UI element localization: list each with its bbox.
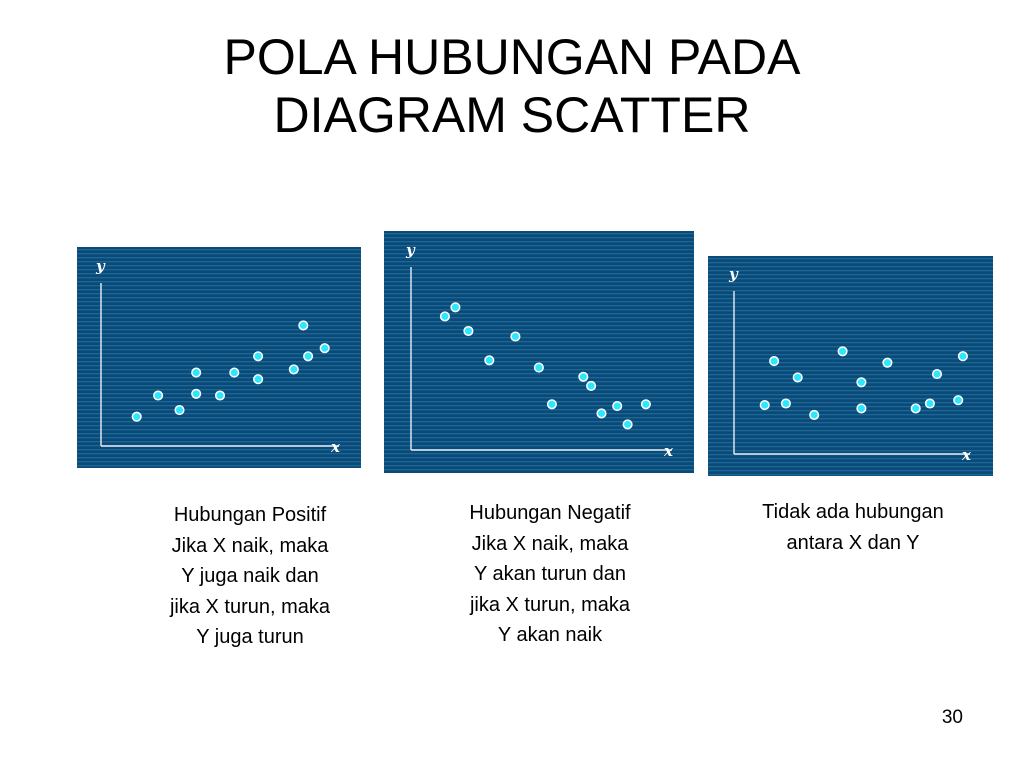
scatter-point <box>441 312 450 321</box>
scatter-plot-svg <box>384 231 694 473</box>
scatter-point <box>132 412 141 421</box>
caption-line: Y akan turun dan <box>474 563 626 585</box>
slide-title <box>0 28 1024 144</box>
caption-positive <box>130 500 370 653</box>
caption-line: Y juga naik dan <box>181 565 319 587</box>
caption-line: Y akan naik <box>497 624 603 646</box>
scatter-point <box>175 406 184 415</box>
caption-line: Tidak ada hubungan <box>762 501 944 523</box>
caption-no-relation <box>718 497 988 558</box>
title-line-2: DIAGRAM SCATTER <box>273 87 751 143</box>
scatter-point <box>883 358 892 367</box>
caption-line: jika X turun, maka <box>469 593 631 616</box>
caption-line: Hubungan Positif <box>173 504 327 526</box>
scatter-point <box>926 399 935 408</box>
scatter-point <box>230 368 239 377</box>
scatter-point <box>579 373 588 382</box>
scatter-point <box>290 365 299 374</box>
scatter-point <box>933 370 942 379</box>
scatter-point <box>216 391 225 400</box>
scatter-plot-svg <box>77 247 361 468</box>
scatter-point <box>911 404 920 413</box>
scatter-point <box>587 382 596 391</box>
scatter-point <box>838 347 847 356</box>
scatter-point <box>954 396 963 405</box>
x-axis-label: x <box>331 438 340 456</box>
scatter-point <box>548 400 557 409</box>
page-number: 30 <box>941 707 963 728</box>
caption-line: Jika X naik, maka <box>171 534 329 557</box>
caption-negative <box>430 498 670 651</box>
scatter-point <box>535 363 544 372</box>
scatter-point <box>192 368 201 377</box>
scatter-point <box>810 411 819 420</box>
scatter-point <box>192 390 201 399</box>
scatter-point <box>299 321 308 330</box>
scatter-plot-svg <box>708 256 993 476</box>
scatter-point <box>760 401 769 410</box>
y-axis-label: y <box>406 241 415 259</box>
scatter-point <box>464 327 473 336</box>
title-line-1: POLA HUBUNGAN PADA <box>223 29 801 85</box>
scatter-point <box>959 352 968 361</box>
y-axis-label: y <box>96 257 105 275</box>
scatter-point <box>782 399 791 408</box>
scatter-negative-panel <box>384 231 694 473</box>
scatter-point <box>154 391 163 400</box>
scatter-point <box>793 373 802 382</box>
scatter-point <box>597 409 606 418</box>
scatter-point <box>485 356 494 365</box>
caption-line: jika X turun, maka <box>169 595 331 618</box>
scatter-point <box>511 332 520 341</box>
scatter-point <box>770 357 779 366</box>
scatter-point <box>254 375 263 384</box>
caption-line: Y juga turun <box>196 626 304 648</box>
y-axis-label: y <box>729 265 738 283</box>
scatter-positive-panel <box>77 247 361 468</box>
caption-line: antara X dan Y <box>786 531 920 554</box>
x-axis-label: x <box>664 442 673 460</box>
scatter-point <box>304 352 313 361</box>
caption-line: Jika X naik, maka <box>471 532 629 555</box>
caption-line: Hubungan Negatif <box>469 502 631 524</box>
scatter-point <box>451 303 460 312</box>
scatter-point <box>857 404 866 413</box>
scatter-point <box>623 420 632 429</box>
scatter-point <box>642 400 651 409</box>
scatter-none-panel <box>708 256 993 476</box>
scatter-point <box>254 352 263 361</box>
scatter-point <box>613 402 622 411</box>
x-axis-label: x <box>962 446 971 464</box>
scatter-point <box>320 344 329 353</box>
scatter-point <box>857 378 866 387</box>
